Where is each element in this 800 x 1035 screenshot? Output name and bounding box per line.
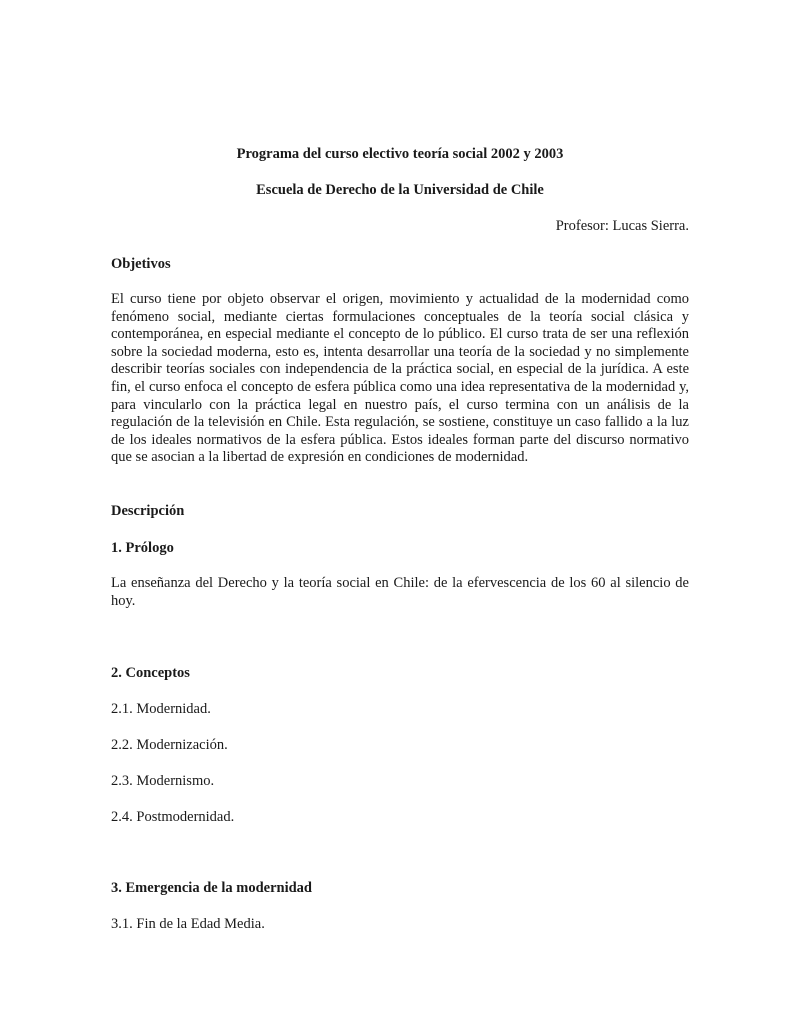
emergence-item: 3.1. Fin de la Edad Media.	[111, 916, 265, 932]
concept-item: 2.4. Postmodernidad.	[111, 809, 235, 825]
prologue-paragraph: La enseñanza del Derecho y la teoría social en Chile: de la efervescencia de los 60 al silencio de hoy.	[111, 575, 689, 609]
concept-item: 2.1. Modernidad.	[111, 701, 211, 717]
concept-item: 2.2. Modernización.	[111, 737, 228, 753]
emergence-heading: 3. Emergencia de la modernidad	[111, 880, 312, 896]
concepts-heading: 2. Conceptos	[111, 665, 190, 681]
concept-item: 2.3. Modernismo.	[111, 773, 215, 789]
description-heading: Descripción	[111, 503, 185, 519]
professor-line: Profesor: Lucas Sierra.	[555, 218, 689, 234]
objectives-heading: Objetivos	[111, 256, 171, 272]
objectives-paragraph: El curso tiene por objeto observar el origen, movimiento y actualidad de la modernidad como fenómeno social, mediante ciertas formulaciones conceptuales de la teoría social clásica y contemporánea, en especial mediante el concepto de lo público. El curso trata de ser una reflexión sobre la sociedad moderna, esto es, intenta desarrollar una teoría de la sociedad y no simplemente describir teorías sociales con independencia de la práctica social, en especial de la jurídica. A este fin, el curso enfoca el concepto de esfera pública como una idea representativa de la modernidad y, para vincularlo con la práctica legal en nuestro país, el curso termina con un análisis de la regulación de la televisión en Chile. Esta regulación, se sostiene, constituye un caso fallido a la luz de los ideales normativos de la esfera pública. Estos ideales forman parte del discurso normativo que se asocian a la libertad de expresión en condiciones de modernidad.	[111, 291, 689, 466]
document-subtitle: Escuela de Derecho de la Universidad de Chile	[256, 182, 544, 198]
document-title: Programa del curso electivo teoría social 2002 y 2003	[236, 146, 564, 162]
prologue-heading: 1. Prólogo	[111, 540, 174, 556]
document-page	[111, 0, 689, 1035]
